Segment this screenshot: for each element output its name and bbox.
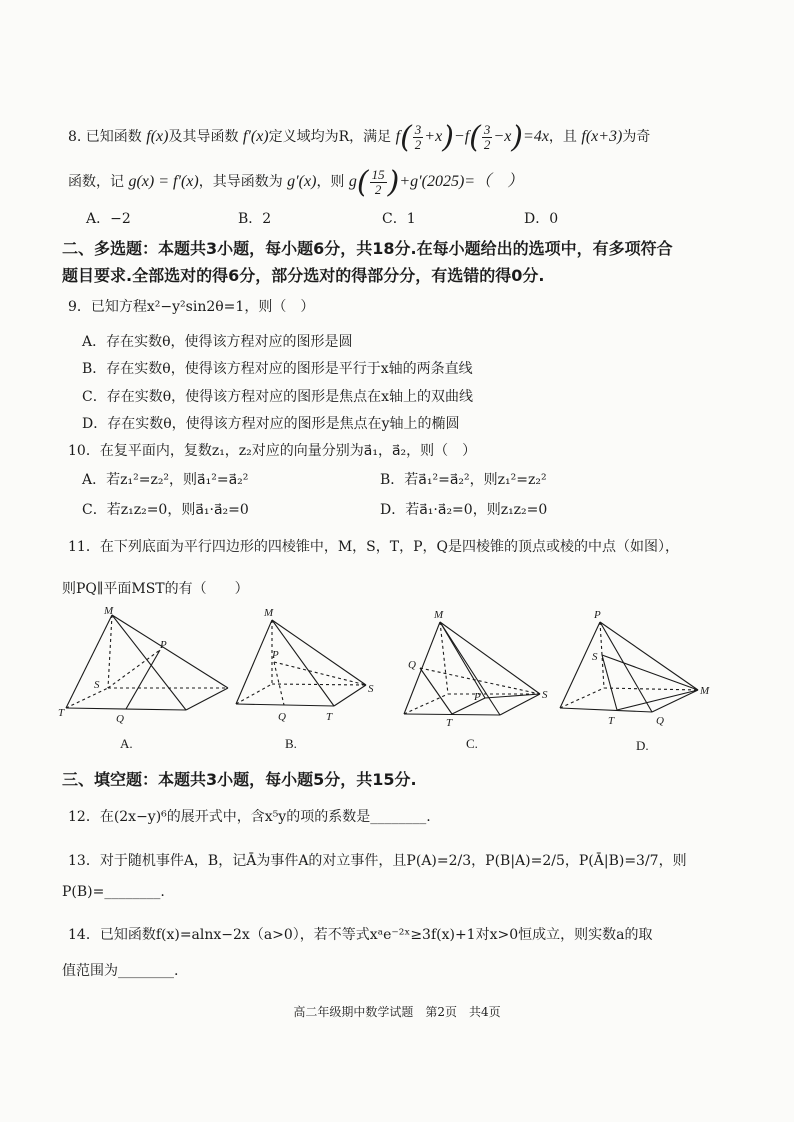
- fig-d-t: T: [608, 715, 615, 727]
- q9-option-a: A．存在实数θ，使得该方程对应的图形是圆: [82, 334, 353, 350]
- q9-option-b: B．存在实数θ，使得该方程对应的图形是平行于x轴的两条直线: [82, 361, 473, 377]
- fig-a-s: S: [94, 679, 100, 691]
- fig-b-m: M: [264, 607, 274, 619]
- section2-heading-cont: 题目要求.全部选对的得6分，部分选对的得部分分，有选错的得0分.: [62, 266, 545, 285]
- q10-option-c: C．若z₁z₂=0，则a⃗₁·a⃗₂=0: [82, 502, 249, 518]
- fig-label-c: C.: [466, 736, 478, 751]
- q8-line1: 8. 已知函数 f(x)及其导函数 f′(x)定义域均为R，满足 f( $\frac{3}{2}$ +x)−f( $\frac{3}{2}$ −x)=4x，且 f(x+3)为奇: [68, 120, 651, 155]
- q10-option-b: B．若a⃗₁²=a⃗₂²，则z₁²=z₂²: [380, 472, 547, 488]
- q13-line1: 13．对于随机事件A，B，记Ā为事件A的对立事件，且P(A)=2/3，P(B|A)=2/5，P(Ā|B)=3/7，则: [68, 853, 687, 869]
- fig-c-p: P: [474, 691, 481, 703]
- fig-d-m: M: [700, 685, 710, 697]
- fig-c-s: S: [542, 689, 548, 701]
- q10-stem: 10．在复平面内，复数z₁，z₂对应的向量分别为a⃗₁，a⃗₂，则（ ）: [68, 443, 477, 459]
- q11-stem: 11．在下列底面为平行四边形的四棱锥中，M，S，T，P，Q是四棱锥的顶点或棱的中点（如图），: [68, 539, 679, 555]
- q8-option-c: C．1: [382, 211, 416, 227]
- q9-option-d: D．存在实数θ，使得该方程对应的图形是焦点在y轴上的椭圆: [82, 416, 460, 432]
- fig-d-q: Q: [656, 715, 664, 727]
- figure-c: [404, 622, 540, 715]
- fig-label-b: B.: [285, 736, 297, 751]
- fig-a-t: T: [58, 707, 65, 719]
- q14-line2: 值范围为________.: [62, 963, 179, 979]
- q12: 12．在(2x−y)⁶的展开式中，含x⁵y的项的系数是________.: [68, 809, 431, 825]
- page-footer: 高二年级期中数学试题 第2页 共4页: [293, 1005, 501, 1019]
- fig-b-s: S: [368, 683, 374, 695]
- fig-a-p: P: [160, 639, 167, 651]
- fig-a-q: Q: [116, 713, 124, 725]
- q8-expr: g( $\frac{15}{2}$ )+g′(2025)=（ ）: [348, 165, 524, 200]
- fig-label-d: D.: [636, 738, 649, 753]
- figure-a: [66, 615, 228, 710]
- section3-heading: 三、填空题：本题共3小题，每小题5分，共15分.: [62, 770, 417, 789]
- section2-heading: 二、多选题：本题共3小题，每小题6分，共18分.在每小题给出的选项中，有多项符合: [62, 239, 673, 258]
- fig-b-q: Q: [278, 711, 286, 723]
- q11-stem2: 则PQ∥平面MST的有（ ）: [62, 581, 249, 597]
- figure-d: [560, 622, 698, 712]
- q8-option-d: D．0: [524, 211, 559, 227]
- q9-stem: 9．已知方程x²−y²sin2θ=1，则（ ）: [68, 299, 315, 315]
- fig-d-s: S: [592, 651, 598, 663]
- fig-b-t: T: [326, 711, 333, 723]
- figure-b: [236, 620, 366, 706]
- q10-option-d: D．若a⃗₁·a⃗₂=0，则z₁z₂=0: [380, 502, 548, 518]
- q8-option-b: B．2: [238, 211, 272, 227]
- fig-a-m: M: [104, 605, 114, 617]
- q8-line2: 函数，记 g(x) = f′(x)，其导函数为 g′(x)，则 g( $\frac{15}{2}$ )+g′(2025)=（ ）: [68, 165, 524, 200]
- fig-c-q: Q: [408, 659, 416, 671]
- q8-condition: f( $\frac{3}{2}$ +x)−f( $\frac{3}{2}$ −x)=4x: [395, 120, 549, 155]
- q10-option-a: A．若z₁²=z₂²，则a⃗₁²=a⃗₂²: [82, 472, 249, 488]
- fig-c-t: T: [446, 717, 453, 729]
- q13-line2: P(B)=________.: [62, 884, 165, 900]
- fig-d-p: P: [594, 609, 601, 621]
- q9-option-c: C．存在实数θ，使得该方程对应的图形是焦点在x轴上的双曲线: [82, 389, 474, 405]
- q14-line1: 14．已知函数f(x)=alnx−2x（a>0），若不等式xᵃe⁻²ˣ≥3f(x)+1对x>0恒成立，则实数a的取: [68, 927, 653, 943]
- q8-option-a: A．−2: [86, 211, 131, 227]
- fig-label-a: A.: [120, 736, 133, 751]
- fig-b-p: P: [272, 649, 279, 661]
- fig-c-m: M: [434, 609, 444, 621]
